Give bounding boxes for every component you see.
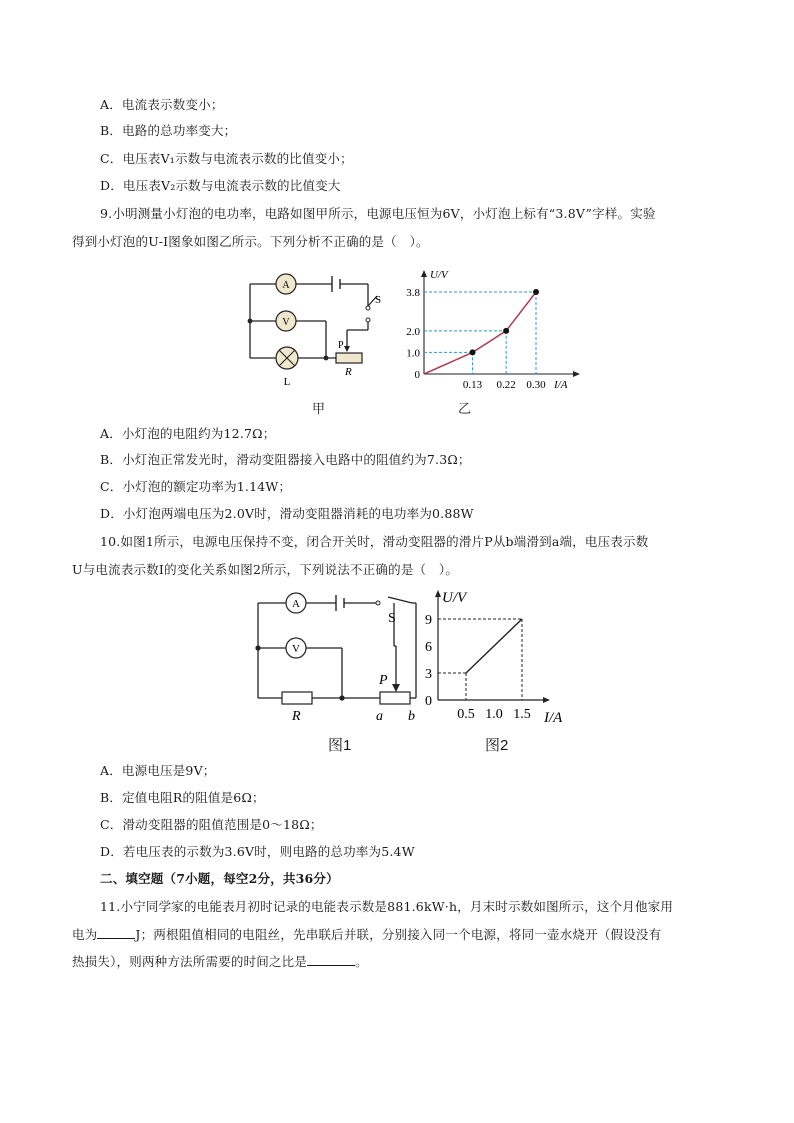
section-heading: 二、填空题（7小题，每空2分，共36分）	[100, 871, 339, 886]
y-tick-label: 3	[425, 667, 432, 682]
x-tick-label: 0.13	[462, 379, 483, 391]
ammeter-label-2: A	[292, 598, 300, 610]
q10-option-d: D．若电压表的示数为3.6V时，则电路的总功率为5.4W	[100, 844, 415, 859]
q10-circuit-diagram	[248, 588, 428, 723]
fig1-caption: 图1	[328, 737, 352, 754]
switch-label: S	[375, 294, 382, 306]
q10-option-c: C．滑动变阻器的阻值范围是0～18Ω；	[100, 817, 323, 832]
fig2-caption: 图2	[485, 737, 509, 754]
x-axis-arrow	[573, 371, 580, 377]
y-tick-label: 1.0	[406, 347, 420, 360]
q9-option-a: A．小灯泡的电阻约为12.7Ω；	[100, 426, 276, 441]
q9-option-c: C．小灯泡的额定功率为1.14W；	[100, 479, 292, 494]
y-axis-arrow	[435, 590, 441, 597]
y-axis-label: U/V	[430, 269, 448, 281]
q11-line3-post: 。	[355, 954, 368, 969]
y-axis-arrow	[421, 270, 427, 277]
answer-blank-1[interactable]	[97, 925, 135, 939]
x-axis-label: I/A	[554, 379, 568, 391]
data-point-1	[470, 349, 476, 355]
rheostat-icon	[336, 353, 362, 363]
q9-ui-chart	[398, 262, 593, 390]
x-axis-arrow	[543, 697, 550, 703]
y-tick-label: 6	[425, 640, 432, 655]
origin-label: 0	[425, 694, 432, 709]
slider-label: P	[338, 340, 344, 351]
switch-label-2: S	[388, 611, 396, 626]
q9-stem-line2: 得到小灯泡的U-I图象如图乙所示。下列分析不正确的是（ ）。	[72, 234, 429, 249]
q10-ui-chart	[418, 582, 588, 726]
rheostat-label: R	[345, 366, 352, 378]
q11-line3	[72, 952, 368, 971]
q10-stem-line2: U与电流表示数I的变化关系如图2所示，下列说法不正确的是（ ）。	[72, 562, 459, 577]
q8-option-d: D．电压表V₂示数与电流表示数的比值变大	[100, 178, 341, 193]
q10-option-b: B．定值电阻R的阻值是6Ω；	[100, 790, 265, 805]
data-point-3	[533, 289, 539, 295]
ammeter-label: A	[282, 280, 290, 291]
q11-line3-pre: 热损失），则两种方法所需要的时间之比是	[72, 954, 308, 969]
x-tick-label: 1.5	[513, 707, 531, 722]
series-curve	[424, 290, 538, 374]
q11-line2	[72, 925, 661, 944]
data-point-2	[503, 328, 509, 334]
origin-label: 0	[414, 369, 420, 381]
fig-jia-caption: 甲	[312, 402, 326, 417]
voltmeter-label-2: V	[292, 643, 300, 655]
q11-line2-mid: J；两根阻值相同的电阻丝，先串联后并联，分别接入同一个电源，将同一壶水烧开（假设没有	[135, 927, 662, 942]
q9-option-b: B．小灯泡正常发光时，滑动变阻器接入电路中的阻值约为7.3Ω；	[100, 452, 471, 467]
q9-option-d: D．小灯泡两端电压为2.0V时，滑动变阻器消耗的电功率为0.88W	[100, 506, 474, 521]
rheostat-icon-2	[380, 692, 410, 704]
x-tick-label: 1.0	[485, 707, 503, 722]
y-axis-label: U/V	[442, 590, 467, 606]
y-tick-label: 2.0	[406, 325, 420, 338]
end-a-label: a	[376, 709, 383, 724]
x-tick-label: 0.22	[496, 379, 516, 391]
q11-line2-pre: 电为	[72, 927, 98, 942]
end-b-label: b	[408, 709, 415, 724]
fig-yi-caption: 乙	[458, 402, 472, 417]
resistor-icon	[282, 692, 312, 704]
x-tick-label: 0.5	[457, 707, 475, 722]
q8-option-a: A．电流表示数变小；	[100, 97, 224, 112]
answer-blank-2[interactable]	[307, 952, 355, 966]
y-tick-label: 3.8	[406, 287, 420, 299]
q8-option-c: C．电压表V₁示数与电流表示数的比值变小；	[100, 151, 353, 166]
resistor-label: R	[292, 709, 301, 724]
q9-circuit-diagram	[240, 268, 382, 408]
series-line	[466, 619, 522, 673]
q11-line1: 11.小宁同学家的电能表月初时记录的电能表示数是881.6kW·h，月末时示数如图所示，这个月他家用	[100, 899, 674, 914]
lamp-label: L	[283, 376, 291, 388]
q10-stem-line1: 10.如图1所示，电源电压保持不变，闭合开关时，滑动变阻器的滑片P从b端滑到a端，电压表示数	[100, 534, 649, 549]
x-axis-label: I/A	[544, 710, 563, 726]
q10-option-a: A．电源电压是9V；	[100, 763, 216, 778]
x-tick-label: 0.30	[526, 379, 546, 391]
q8-option-b: B．电路的总功率变大；	[100, 123, 237, 138]
slider-label-2: P	[379, 673, 388, 688]
q9-stem-line1: 9.小明测量小灯泡的电功率，电路如图甲所示，电源电压恒为6V，小灯泡上标有“3.8V”字样。实验	[100, 206, 656, 221]
y-tick-label: 9	[425, 613, 432, 628]
voltmeter-label: V	[282, 317, 290, 328]
